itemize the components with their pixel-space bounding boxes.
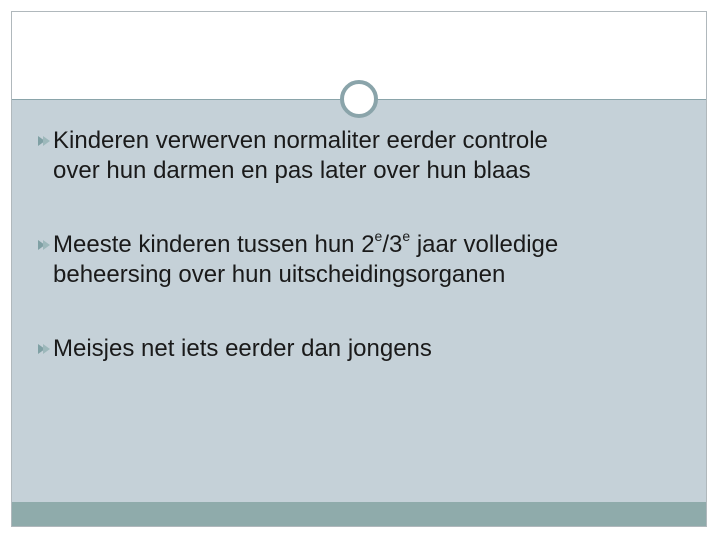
slide-footer-band bbox=[12, 502, 706, 526]
superscript: e bbox=[374, 228, 383, 244]
bullet-text-line bbox=[53, 230, 687, 260]
bullet-arrow-icon bbox=[37, 135, 51, 147]
bullet-arrow-icon bbox=[37, 343, 51, 355]
text-fragment: jaar volledige bbox=[410, 231, 559, 258]
bullet-list bbox=[37, 126, 687, 364]
bullet-arrow-icon bbox=[37, 239, 51, 251]
bullet-item bbox=[37, 334, 687, 364]
superscript: e bbox=[402, 228, 411, 244]
bullet-text-line: beheersing over hun uitscheidingsorganen bbox=[53, 261, 506, 288]
text-fragment: Meeste kinderen tussen hun 2 bbox=[53, 231, 375, 258]
text-fragment: /3 bbox=[382, 231, 403, 258]
bullet-text-line: over hun darmen en pas later over hun blaas bbox=[53, 157, 531, 184]
decorative-ring-icon bbox=[340, 80, 378, 118]
bullet-text-line: Meisjes net iets eerder dan jongens bbox=[53, 335, 432, 362]
bullet-text-line: Kinderen verwerven normaliter eerder controle bbox=[53, 127, 548, 154]
bullet-item bbox=[37, 230, 687, 290]
bullet-item bbox=[37, 126, 687, 186]
